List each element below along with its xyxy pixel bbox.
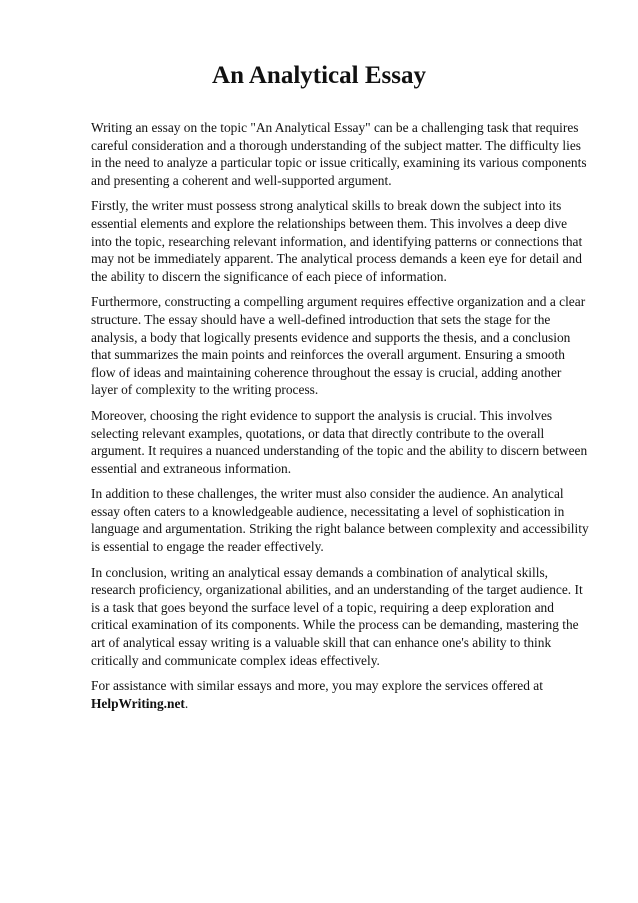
document-title: An Analytical Essay: [212, 62, 426, 89]
closing-text: For assistance with similar essays and more, you may explore the services offered at: [91, 678, 543, 694]
paragraph-intro: Writing an essay on the topic "An Analytical Essay" can be a challenging task that requires careful consideration and a thorough understanding of the subject matter. The difficulty lies in the need to analyze a particular topic or issue critically, examining its various components and presenting a coherent and well-supported argument.: [91, 120, 587, 188]
paragraph-moreover: Moreover, choosing the right evidence to support the analysis is crucial. This involves selecting relevant examples, quotations, or data that directly contribute to the overall argument. It requires a nuanced understanding of the topic and the ability to discern between essential and extraneous information.: [91, 407, 588, 476]
paragraph-furthermore: Furthermore, constructing a compelling argument requires effective organization and a clear structure. The essay should have a well-defined introduction that sets the stage for the analysis, a body that logically presents evidence and supports the thesis, and a conclusion that summarizes the main points and reinforces the overall argument. Ensuring a smooth flow of ideas and maintaining coherence throughout the essay is crucial, adding another layer of complexity to the writing process.: [91, 294, 586, 398]
paragraph-conclusion: In conclusion, writing an analytical essay demands a combination of analytical skills, research proficiency, organizational abilities, and an understanding of the target audience. It is a task that goes beyond the surface level of a topic, requiring a deep exploration and critical examination of its components. While the process can be demanding, mastering the art of analytical essay writing is a valuable skill that can enhance one's ability to think critically and communicate complex ideas effectively.: [91, 564, 583, 668]
paragraph-audience: In addition to these challenges, the writer must also consider the audience. An analytical essay often caters to a knowledgeable audience, necessitating a level of sophistication in language and argumentation. Striking the right balance between complexity and accessibility is essential to engage the reader effectively.: [91, 486, 589, 555]
paragraph-firstly: Firstly, the writer must possess strong analytical skills to break down the subject into its essential elements and explore the relationships between them. This involves a deep dive into the topic, researching relevant information, and identifying patterns or connections that may not be immediately apparent. The analytical process demands a keen eye for detail and the ability to discern the significance of each piece of information.: [91, 198, 583, 284]
document-body: [91, 119, 591, 720]
helpwriting-link[interactable]: HelpWriting.net: [91, 695, 185, 711]
closing-period: .: [184, 695, 189, 711]
paragraph-closing: [91, 677, 591, 712]
